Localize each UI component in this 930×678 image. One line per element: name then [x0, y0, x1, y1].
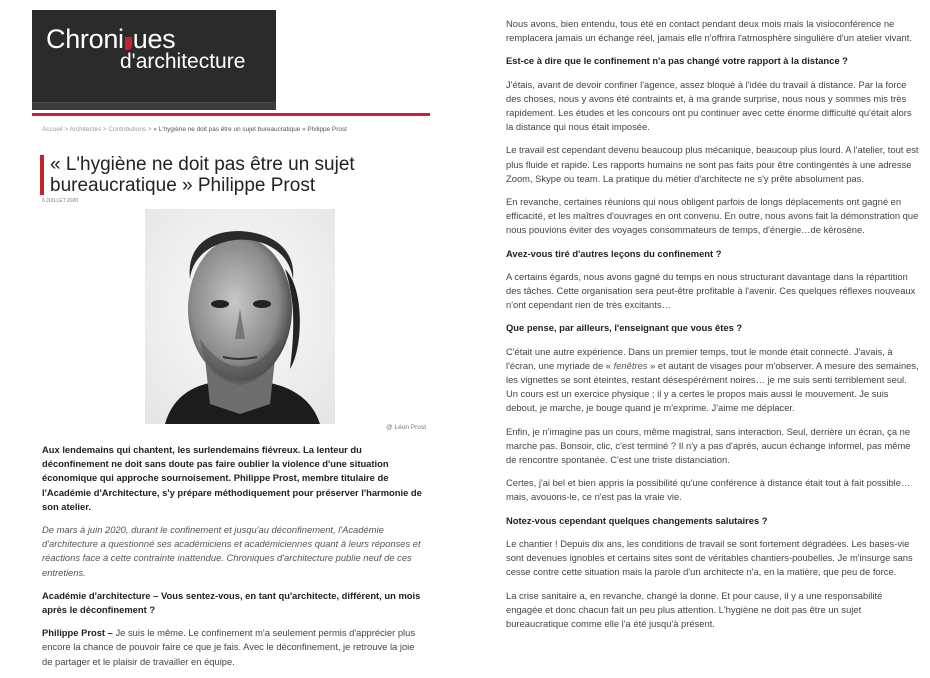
photo-block [42, 209, 426, 435]
breadcrumb-contributions[interactable]: Contributions [108, 126, 147, 133]
paragraph [506, 345, 920, 416]
breadcrumb-current: « L'hygiène ne doit pas être un sujet bureaucratique » Philippe Prost [153, 126, 347, 133]
p6-italic: fenêtres [613, 359, 648, 371]
title-accent-bar [40, 155, 44, 195]
paragraph: Le travail est cependant devenu beaucoup plus mécanique, beaucoup plus lourd. A l'atelier, tout est plus fluide et rapide. Les rapports humains ne sont pas faits pour être contingentés à une adresse Zoom, Skype ou team. La pratique du métier d'architecte ne s'y prête absolument pas. [506, 144, 919, 184]
title-block [40, 154, 426, 196]
answer-0-text: Je suis le même. Le confinement m'a seulement permis d'apprécier plus encore la chance de pouvoir faire ce que je fais. Avec le déconfinement, je retrouve la joie de partager et le plaisir de travailler en équipe. [42, 627, 416, 667]
p6-text-b: » et autant de visages pour m'observer. A mesure des semaines, les vignettes se sont éteintes, restant désespérément noires… je me suis senti terriblement seul. Un cours est un exercice physique ; il y a certes le propos mais aussi le mouvement. Je suis debout, je marche, je bouge quand je m'exprime. J'aime me déplacer. [506, 359, 919, 414]
paragraph: Certes, j'ai bel et bien appris la possibilité qu'une conférence à distance était tout à fait possible… mais, avouons-le, ce n'est pas la vraie vie. [506, 477, 911, 503]
answer-0 [42, 626, 426, 669]
article-left-column [42, 125, 426, 678]
breadcrumb [42, 125, 426, 134]
paragraph: En revanche, certaines réunions qui nous obligent parfois de longs déplacements ont gagné en efficacité, et les maîtres d'ouvrages en ont convenu. En outre, nous avons fait la démonstration que nous pouvions éviter des voyages consommateurs de temps, d'énergie…de kérosène. [506, 196, 919, 236]
article-right-column [506, 17, 920, 640]
breadcrumb-home[interactable]: Accueil [42, 126, 63, 133]
article-date: 6 JUILLET 2020 [42, 198, 79, 204]
question-4: Notez-vous cependant quelques changements salutaires ? [506, 514, 768, 526]
logo-comma-mark [125, 37, 132, 50]
portrait-photo [145, 209, 335, 424]
article-title: « L'hygiène ne doit pas être un sujet bureaucratique » Philippe Prost [50, 154, 355, 196]
p6-text-a: C'était une autre expérience. Dans un premier temps, tout le monde était connecté. J'avais, à l'écran, une myriade de « [506, 345, 893, 371]
article-lead: Aux lendemains qui chantent, les surlendemains fiévreux. La lenteur du déconfinement ne doit sans doute pas faire oublier la violence d'une situation économique qui approche sournoisement. Philippe Prost, membre titulaire de l'Académie d'Architecture, s'y prépare méthodiquement pour préserver l'harmonie de son atelier. [42, 444, 422, 512]
logo-text-a: Chroni [46, 24, 124, 54]
breadcrumb-sep: > [62, 126, 70, 133]
question-3: Que pense, par ailleurs, l'enseignant que vous êtes ? [506, 322, 743, 334]
breadcrumb-sep: > [146, 126, 154, 133]
logo-strip [32, 102, 276, 110]
header-divider [32, 113, 430, 116]
paragraph: Nous avons, bien entendu, tous été en contact pendant deux mois mais la visioconférence ne remplacera jamais un échange réel, jamais elle n'offrira l'atmosphère singulière d'un atelier vivant. [506, 18, 912, 44]
logo-text-b: ues [132, 24, 176, 54]
question-2: Avez-vous tiré d'autres leçons du confinement ? [506, 247, 722, 259]
breadcrumb-architectes[interactable]: Architectes [69, 126, 102, 133]
article-intro: De mars à juin 2020, durant le confinement et jusqu'au déconfinement, l'Académie d'architecture a questionné ses académiciens et académiciennes quant à leurs réponses et réactions face à cette contrainte inattendue. Chroniques d'architecture publie neuf de ces entretiens. [42, 524, 421, 578]
question-0: Académie d'architecture – Vous sentez-vous, en tant qu'architecte, différent, un mois après le déconfinement ? [42, 589, 421, 616]
paragraph: Le chantier ! Depuis dix ans, les conditions de travail se sont fortement dégradées. Les bases-vie sont devenues ignobles et certains sites sont de véritables chantiers-poubelles. Je m'insurge sans cesse contre cette situation mais la parole d'un architecte n'a, en la matière, que peu de force. [506, 537, 913, 578]
paragraph: La crise sanitaire a, en revanche, changé la donne. Et pour cause, il y a une responsabilité engagée et donc chacun fait un peu plus attention. L'hygiène ne doit pas être un sujet bureaucratique comme elle l'a été jusqu'à présent. [506, 589, 883, 629]
logo-line-2: d'architecture [120, 50, 246, 73]
breadcrumb-sep: > [101, 126, 109, 133]
site-logo[interactable] [32, 10, 276, 110]
paragraph: A certains égards, nous avons gagné du temps en nous structurant davantage dans la répartition des tâches. Cette organisation sera peut-être profitable à l'avenir. Ces quelques réflexes nouveaux n'ont cependant rien de très excitants… [506, 270, 916, 311]
photo-credit: @ Léon Prost [386, 424, 426, 431]
paragraph: J'étais, avant de devoir confiner l'agence, assez bloqué à l'idée du travail à distance. Par la force des choses, nous y avons été contraints et, à ma grande surprise, nous nous y sommes mis très rapidement. Les études et les concours ont pu continuer avec cette énorme difficulté qu'était alors la distance qui nous était imposée. [506, 78, 912, 133]
question-1: Est-ce à dire que le confinement n'a pas changé votre rapport à la distance ? [506, 55, 848, 67]
paragraph: Enfin, je n'imagine pas un cours, même magistral, sans interaction. Seul, derrière un écran, ça ne marche pas. Bonsoir, clic, c'est terminé ? Il n'y a pas d'après, aucun échange informel, pas même de rencontre spontanée. C'est une triste distanciation. [506, 425, 911, 466]
speaker-name: Philippe Prost – [42, 627, 113, 639]
